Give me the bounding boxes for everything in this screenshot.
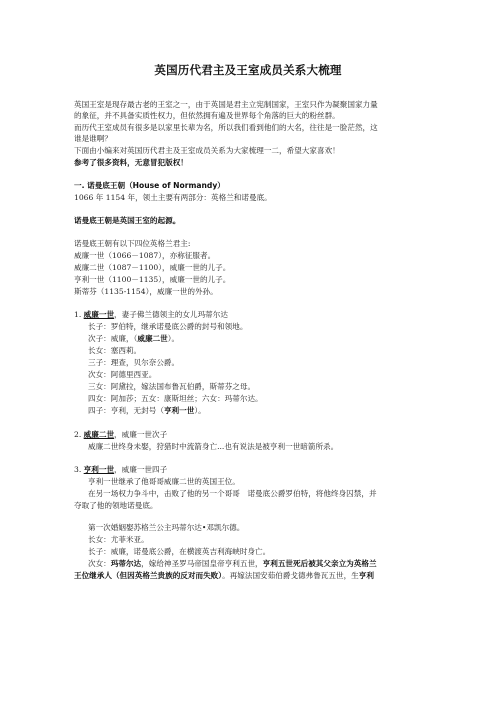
- person-3-marriage: 第一次婚姻娶苏格兰公主玛蒂尔达•邓凯尔德。: [88, 523, 245, 532]
- child-entry: 次女：阿德里西亚。: [88, 370, 157, 379]
- person-3-name: 亨利一世: [83, 465, 115, 474]
- person-3-heading: [74, 464, 424, 475]
- child-entry-text: ）。: [194, 406, 206, 415]
- king-list-item: 亨利一世（1100－1135），威廉一世的儿子。: [74, 275, 231, 284]
- child-entry: 四女：阿加莎；五女：康斯坦丝；六女：玛蒂尔达。: [88, 394, 263, 403]
- copyright-notice: 参考了很多资料，无意冒犯版权！: [74, 158, 188, 167]
- person-1-name: 威廉一世: [83, 310, 115, 319]
- child-entry-emphasis: 王位继承人（但因英格兰贵族的反对而失败）: [74, 571, 223, 580]
- document-title: 英国历代君主及王室成员关系大梳理: [154, 63, 342, 77]
- section-1-emphasis: 诺曼底王朝是英国王室的起源。: [74, 216, 181, 225]
- child-entry-text: 四子：亨利，无封号（: [88, 406, 164, 415]
- child-entry: 长女：塞西莉。: [88, 346, 142, 355]
- kings-intro: 诺曼底王朝有以下四位英格兰君主:: [74, 239, 191, 248]
- person-2-desc: ，威廉一世次子: [114, 430, 168, 439]
- child-entry-text: ）。: [167, 334, 180, 343]
- child-entry-king: 亨利一世: [163, 406, 195, 415]
- child-entry-text: 。再嫁法国安茹伯爵戈德弗鲁瓦五世，生: [222, 571, 359, 580]
- person-2-heading: [74, 429, 424, 440]
- child-entry: [88, 558, 438, 569]
- person-1-heading: [74, 309, 424, 320]
- person-2-number: 2.: [74, 430, 84, 439]
- child-entry: 长女：尤菲米亚。: [88, 535, 149, 544]
- child-entry: 长子：罗伯特，继承诺曼底公爵的封号和领地。: [88, 322, 248, 331]
- person-2-name: 威廉二世: [83, 430, 115, 439]
- child-entry-text: ，嫁给神圣罗马帝国皇帝亨利五世，: [141, 559, 263, 568]
- person-1-desc: ，妻子佛兰德领主的女儿玛蒂尔达: [114, 310, 228, 319]
- person-3-text: 亨利一世继承了他哥哥威廉二世的英国王位。: [88, 477, 240, 486]
- section-1-heading: 一. 诺曼底王朝（House of Normandy）: [74, 181, 225, 190]
- king-list-item: 威廉二世（1087－1100），威廉一世的儿子。: [74, 263, 231, 272]
- intro-paragraph-1-cont: 的象征，并不具备实质性权力，但依然拥有遍及世界每个角落的巨大的粉丝群。: [74, 111, 340, 120]
- child-entry-cont: [74, 570, 424, 581]
- intro-paragraph-1: 英国王室是现存最古老的王室之一，由于英国是君主立宪制国家，王室只作为凝聚国家力量: [74, 100, 378, 109]
- child-entry: [88, 405, 438, 416]
- intro-paragraph-2: 而历代王室成员有很多是以家里长辈为名，所以我们看到他们的大名，往往是一脸茫然，这: [74, 123, 378, 132]
- person-3-text: 在另一场权力争斗中，击败了他的另一个哥哥 诺曼底公爵罗伯特，将他终身囚禁，并: [88, 489, 377, 498]
- child-entry-name: 亨利: [358, 571, 374, 580]
- intro-paragraph-3: 下面由小编来对英国历代君主及王室成员关系为大家梳理一二，希望大家喜欢！: [74, 146, 340, 155]
- intro-paragraph-2-cont: 谁是谁啊？: [74, 134, 112, 143]
- child-entry-king: 威廉二世: [137, 334, 168, 343]
- section-1-text: 1066 年 1154 年，领土主要有两部分：英格兰和诺曼底。: [74, 193, 272, 202]
- child-entry: [88, 333, 438, 344]
- child-entry: 三子：理查，贝尔奈公爵。: [88, 358, 180, 367]
- child-entry-name: 玛蒂尔达: [110, 559, 142, 568]
- person-3-number: 3.: [74, 465, 84, 474]
- person-3-desc: ，威廉一世四子: [114, 465, 168, 474]
- child-entry-emphasis: 亨利五世死后被其父亲立为英格兰: [262, 559, 377, 568]
- person-1-number: 1.: [74, 310, 84, 319]
- king-list-item: 斯蒂芬（1135-1154），威廉一世的外孙。: [74, 287, 218, 296]
- king-list-item: 威廉一世（1066－1087），亦称征服者。: [74, 251, 216, 260]
- child-entry-text: 次女：: [88, 559, 111, 568]
- person-2-text: 威廉二世终身未娶，狩猎时中流箭身亡...也有说法是被亨利一世暗箭所杀。: [88, 442, 339, 451]
- person-3-text-cont: 夺取了他的领地诺曼底。: [74, 501, 158, 510]
- child-entry: 长子：威廉，诺曼底公爵，在横渡英吉利海峡时身亡。: [88, 547, 271, 556]
- child-entry: 三女：阿黛拉，嫁法国布鲁瓦伯爵，斯蒂芬之母。: [88, 382, 256, 391]
- child-entry-text: 次子：威廉，（: [88, 334, 138, 343]
